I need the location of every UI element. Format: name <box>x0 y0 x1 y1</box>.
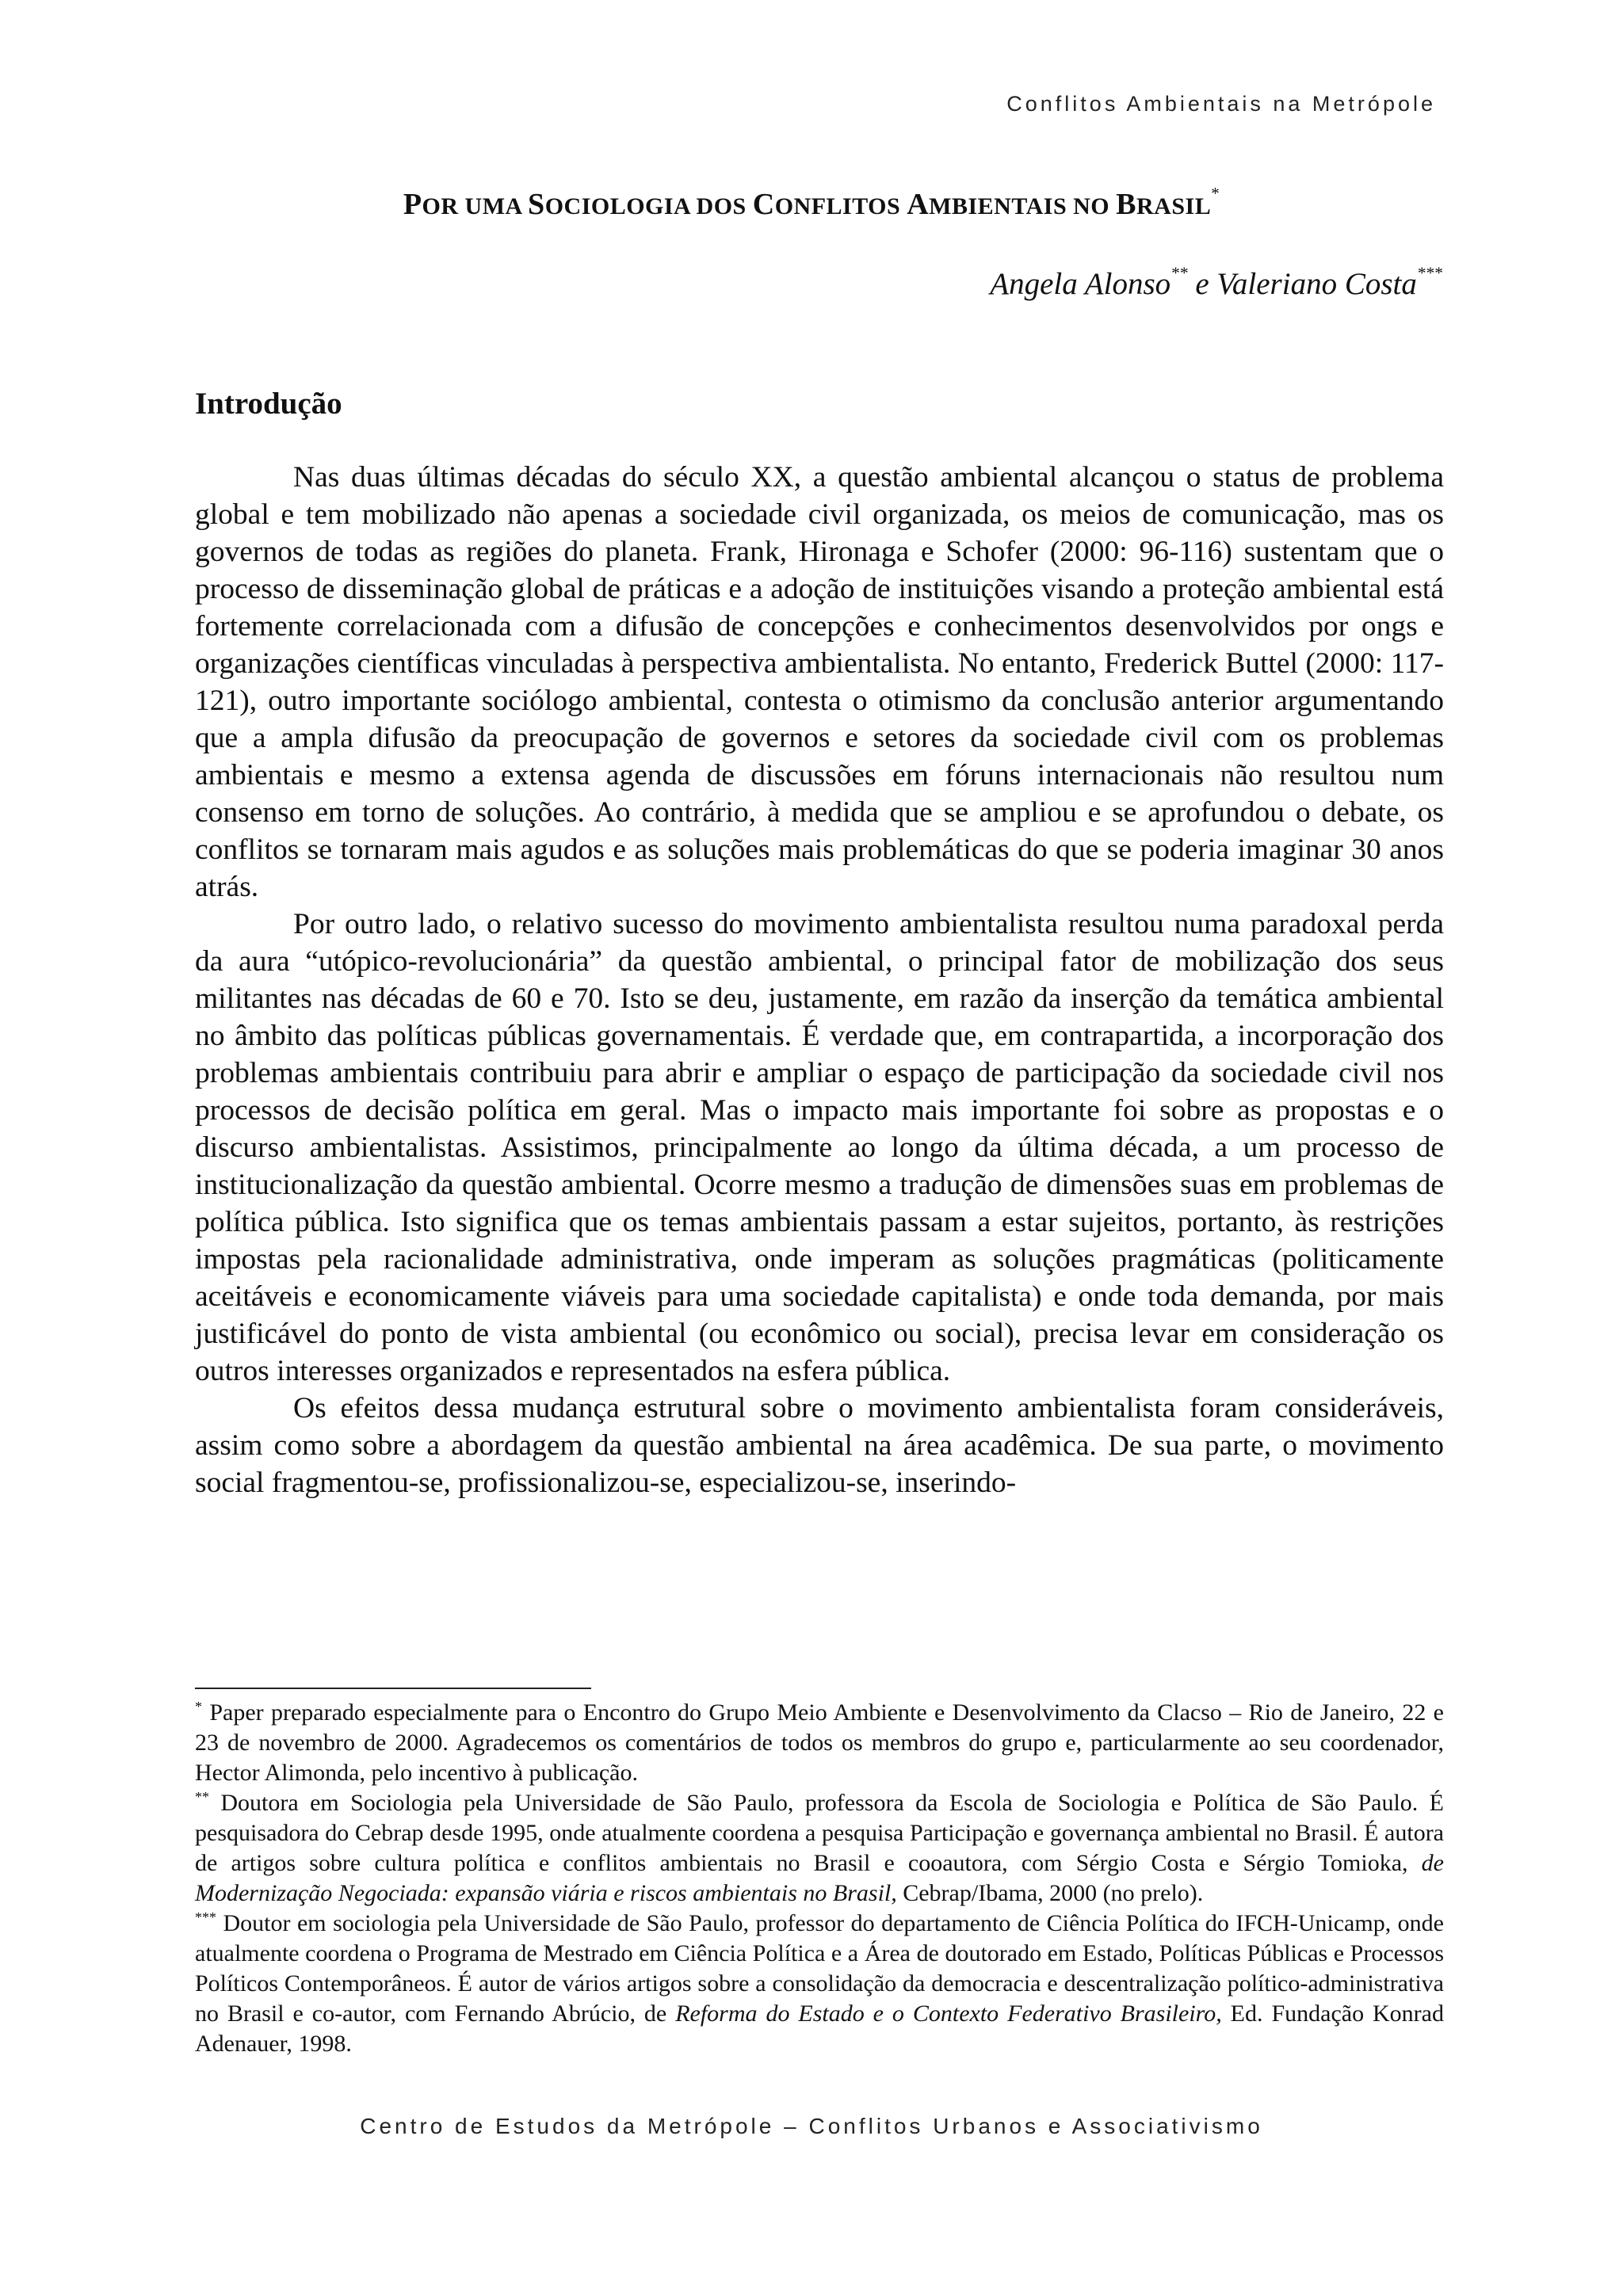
footnote-book-title: de Modernização Negociada: expansão viária e riscos ambientais no Brasil <box>195 1850 1444 1906</box>
title-part: OCIOLOGIA DOS <box>544 193 753 219</box>
section-heading: Introdução <box>195 387 342 421</box>
footnotes <box>195 1698 1444 2059</box>
title-part: RASIL <box>1136 193 1212 219</box>
footnote-marker: * <box>195 1699 202 1715</box>
title-part: OR UMA <box>422 193 529 219</box>
running-header: Conflitos Ambientais na Metrópole <box>1006 92 1436 116</box>
footnote <box>195 1788 1444 1909</box>
footnote-text: Doutor em sociologia pela Universidade de São Paulo, professor do departamento de Ciência Política do IFCH-Unicamp, onde atualmente coordena o Programa de Mestrado em Ciência Política e a Área de doutorado em Estado, Políticas Públicas e Processos Políticos Contemporâneos. É autor de vários artigos sobre a consolidação da democracia e descentralização político-administrativa no Brasil e co-autor, com Fernando Abrúcio, de <box>195 1910 1444 2027</box>
title-footnote-marker: * <box>1211 184 1220 204</box>
footnote-marker: *** <box>195 1909 216 1926</box>
body-text <box>195 459 1444 1501</box>
running-footer: Centro de Estudos da Metrópole – Conflitos Urbanos e Associativismo <box>360 2114 1263 2138</box>
paragraph: Nas duas últimas décadas do século XX, a questão ambiental alcançou o status de problema global e tem mobilizado não apenas a sociedade civil organizada, os meios de comunicação, mas os governos de todas as regiões do planeta. Frank, Hironaga e Schofer (2000: 96-116) sustentam que o processo de disseminação global de práticas e a adoção de instituições visando a proteção ambiental está fortemente correlacionada com a difusão de concepções e conhecimentos desenvolvidos por ongs e organizações científicas vinculadas à perspectiva ambientalista. No entanto, Frederick Buttel (2000: 117-121), outro importante sociólogo ambiental, contesta o otimismo da conclusão anterior argumentando que a ampla difusão da preocupação de governos e setores da sociedade civil com os problemas ambientais e mesmo a extensa agenda de discussões em fóruns internacionais não resultou num consenso em torno de soluções. Ao contrário, à medida que se ampliou e se aprofundou o debate, os conflitos se tornaram mais agudos e as soluções mais problemáticas do que se poderia imaginar 30 anos atrás. <box>195 461 1444 903</box>
author-line <box>990 263 1442 302</box>
author-conjunction: e <box>1187 267 1217 301</box>
author-name: Angela Alonso <box>990 267 1171 301</box>
paper-title <box>0 184 1623 222</box>
footnote-punct: , <box>891 1880 897 1906</box>
title-part: C <box>752 188 775 221</box>
author-footnote-marker: ** <box>1170 263 1188 283</box>
footnote <box>195 1909 1444 2059</box>
title-part: ONFLITOS <box>774 193 907 219</box>
footnote-text: Ed. Fundação Konrad Adenauer, 1998. <box>195 2000 1444 2057</box>
paragraph: Os efeitos dessa mudança estrutural sobre o movimento ambientalista foram consideráveis, assim como sobre a abordagem da questão ambiental na área acadêmica. De sua parte, o movimento social fragmentou-se, profissionalizou-se, especializou-se, inserindo- <box>195 1392 1444 1499</box>
footnote <box>195 1698 1444 1788</box>
author-name: Valeriano Costa <box>1216 267 1417 301</box>
paragraph: Por outro lado, o relativo sucesso do movimento ambientalista resultou numa paradoxal perda da aura “utópico-revolucionária” da questão ambiental, o principal fator de mobilização dos seus militantes nas décadas de 60 e 70. Isto se deu, justamente, em razão da inserção da temática ambiental no âmbito das políticas públicas governamentais. É verdade que, em contrapartida, a incorporação dos problemas ambientais contribuiu para abrir e ampliar o espaço de participação da sociedade civil nos processos de decisão política em geral. Mas o impacto mais importante foi sobre as propostas e o discurso ambientalistas. Assistimos, principalmente ao longo da última década, a um processo de institucionalização da questão ambiental. Ocorre mesmo a tradução de dimensões suas em problemas de política pública. Isto significa que os temas ambientais passam a estar sujeitos, portanto, às restrições impostas pela racionalidade administrativa, onde imperam as soluções pragmáticas (politicamente aceitáveis e economicamente viáveis para uma sociedade capitalista) e onde toda demanda, por mais justificável do ponto de vista ambiental (ou econômico ou social), precisa levar em consideração os outros interesses organizados e representados na esfera pública. <box>195 908 1444 1387</box>
title-part: P <box>403 188 422 221</box>
footnote-divider <box>195 1688 591 1689</box>
title-part: MBIENTAIS NO <box>929 193 1117 219</box>
footnote-book-title: Reforma do Estado e o Contexto Federativo Brasileiro, <box>675 2000 1222 2027</box>
title-part: S <box>528 188 545 221</box>
title-part: A <box>907 188 930 221</box>
footnote-marker: ** <box>195 1789 209 1806</box>
title-part: B <box>1116 188 1136 221</box>
footnote-text: Cebrap/Ibama, 2000 (no prelo). <box>896 1880 1204 1906</box>
author-footnote-marker: *** <box>1416 263 1442 283</box>
footnote-text: Paper preparado especialmente para o Encontro do Grupo Meio Ambiente e Desenvolvimento da Clacso – Rio de Janeiro, 22 e 23 de novembro de 2000. Agradecemos os comentários de todos os membros do grupo e, particularmente ao seu coordenador, Hector Alimonda, pelo incentivo à publicação. <box>195 1699 1444 1786</box>
footnote-text: Doutora em Sociologia pela Universidade de São Paulo, professora da Escola de Sociologia e Política de São Paulo. É pesquisadora do Cebrap desde 1995, onde atualmente coordena a pesquisa Participação e governança ambiental no Brasil. É autora de artigos sobre cultura política e conflitos ambientais no Brasil e cooautora, com Sérgio Costa e Sérgio Tomioka, <box>195 1790 1444 1876</box>
